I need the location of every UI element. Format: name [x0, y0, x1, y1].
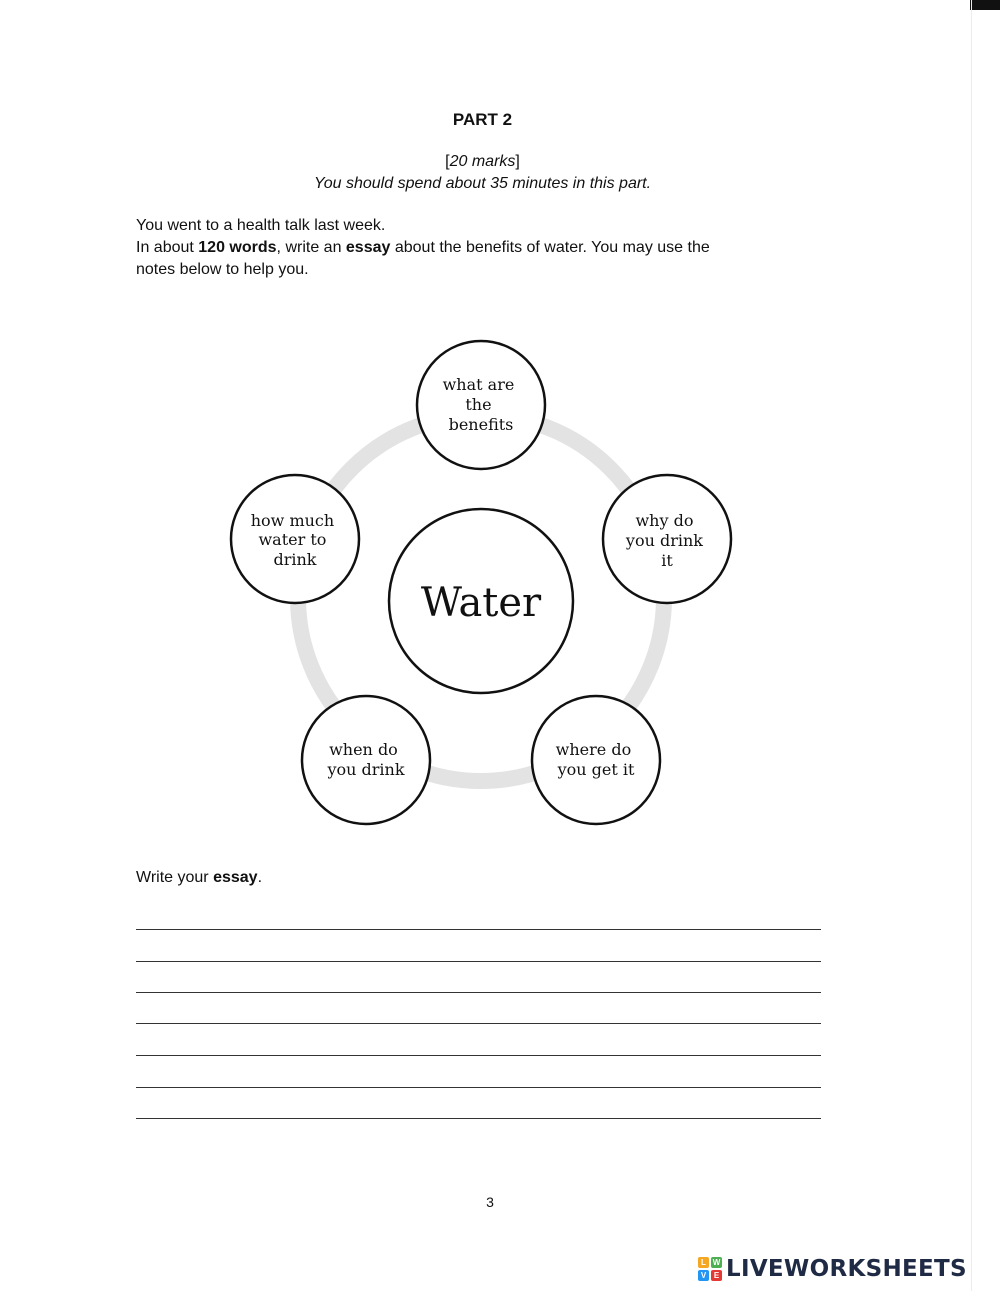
logo-tile: L: [698, 1257, 709, 1268]
node-line: the: [465, 395, 492, 414]
instruction-line-3: notes below to help you.: [136, 261, 309, 278]
time-note: You should spend about 35 minutes in this part.: [313, 175, 652, 192]
part-title: PART 2: [452, 110, 513, 129]
node-when: [302, 696, 430, 824]
logo-text: LIVEWORKSHEETS: [726, 1256, 967, 1282]
node-line: what are: [442, 375, 515, 394]
answer-line[interactable]: [136, 961, 821, 962]
answer-line[interactable]: [136, 929, 821, 930]
node-line: you get it: [557, 760, 635, 779]
write-prompt-a: Write your: [136, 869, 214, 886]
node-why: [603, 475, 731, 603]
word-count: 120 words: [198, 239, 277, 256]
logo-icon: [698, 1257, 722, 1281]
instruction-text-c: about the benefits of water. You may use the: [390, 239, 710, 256]
marks-open: [: [445, 153, 450, 170]
answer-line[interactable]: [136, 992, 821, 993]
liveworksheets-logo: [698, 1256, 967, 1282]
marks-close: ]: [515, 153, 520, 170]
node-line: drink: [273, 550, 317, 569]
instruction-text-a: In about: [136, 239, 199, 256]
logo-tile: E: [711, 1270, 722, 1281]
node-line: how much: [250, 511, 335, 530]
answer-line[interactable]: [136, 1055, 821, 1056]
node-label: [556, 740, 637, 779]
node-where: [532, 696, 660, 824]
answer-line[interactable]: [136, 1087, 821, 1088]
logo-tile: W: [712, 1258, 721, 1267]
instruction-line-1: You went to a health talk last week.: [136, 217, 386, 234]
answer-line[interactable]: [136, 1023, 821, 1024]
node-line: where do: [555, 740, 632, 759]
node-line: why do: [635, 511, 694, 530]
node-line: it: [661, 551, 673, 570]
node-label: [326, 740, 404, 779]
marks-value: 20 marks: [449, 153, 516, 170]
node-line: you drink: [327, 760, 405, 779]
write-prompt: [136, 869, 262, 887]
node-line: benefits: [448, 415, 514, 434]
node-line: water to: [258, 530, 327, 549]
essay-keyword: essay: [345, 239, 391, 256]
instruction-text-b: , write an: [276, 239, 346, 256]
answer-line[interactable]: [136, 1118, 821, 1119]
node-how-much: [231, 475, 359, 603]
write-prompt-b: .: [257, 869, 263, 886]
center-label: Water: [420, 580, 542, 626]
node-line: when do: [329, 740, 398, 759]
node-benefits: [417, 341, 545, 469]
center-node: [389, 509, 573, 693]
logo-tile: V: [698, 1270, 709, 1281]
page-number: 3: [486, 1194, 494, 1210]
node-line: you drink: [625, 531, 703, 550]
write-prompt-essay: essay: [213, 869, 258, 886]
